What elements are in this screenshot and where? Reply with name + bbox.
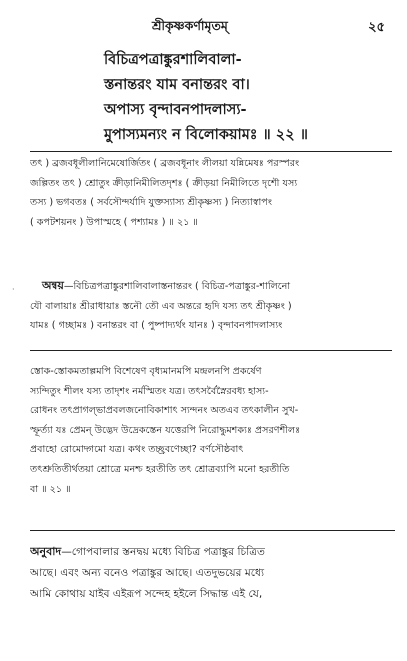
verse-line: স্তনান্তরং যাম বনান্তরং বা। (104, 77, 250, 93)
anvaya-lead: অন্বয় (42, 279, 64, 292)
commentary-line: বা ॥ ২১ ॥ (30, 483, 71, 495)
anvaya-text: —বিচিত্রপত্রাঙ্কুরশালিবালাস্তনান্তরং ( বিচিত্র-পত্রাঙ্কুর-শালিনো (63, 281, 291, 292)
commentary-line: স্যন্দিতুং শীলং যস্য তাদৃশং নর্মস্মিতং যত্র। তৎসর্বৈস্নৈরবধ্য হাস্য- (30, 385, 269, 397)
commentary-line: তস্য ) ভগবতঃ ( সর্বসৌন্দর্যাদি যুক্তস্যাস্য শ্রীকৃষ্ণস্য ) নিত্যাস্বাপং (30, 197, 272, 209)
anvaya-line: যামঃ ( গচ্ছামঃ ) বনান্তরং বা ( পুষ্পাদ্যর্থং যানঃ ) বৃন্দাবনপাদলাস্যং (30, 320, 283, 332)
anuvad-lead: অনুবাদ (30, 545, 62, 558)
divider-line (30, 530, 395, 531)
anvaya-line: যৌ বালায়াঃ শ্রীরাধায়াঃ স্তনৌ তৌ এব অন্তরে হৃদি যস্য তৎ শ্রীকৃষ্ণং ) (30, 300, 292, 312)
commentary-block (30, 362, 392, 499)
divider-line (30, 350, 392, 351)
verse-block (104, 48, 399, 148)
anuvad-block (30, 541, 395, 605)
commentary-line: রোধনং তৎপ্রাগল্ভাপ্রবলজনোবিকাশাৎ স্যন্দনং অতএব তৎকালীন সুখ- (30, 405, 299, 417)
running-header (0, 18, 407, 38)
page-number: ২৫ (368, 20, 385, 35)
margin-mark: · (12, 285, 15, 294)
commentary-line: স্তোক-স্তোকমতাল্পমপি বিশেষেণ বৃধ্যমানমপি মন্দ্রলনপি প্রকর্ষেণ (30, 366, 262, 377)
verse-line: বিচিত্রপত্রাঙ্কুরশালিবালা- (104, 52, 242, 68)
commentary-line: স্ফূর্ত্যা যঃ প্রেমন্ উদ্ভেদ উদ্রেকস্তেন যত্তেরপি নিরোদ্ধুমশক্যঃ প্রসরণশীলঃ (30, 424, 301, 436)
commentary-line: প্রবাহো রোমোদ্গমো যত্র। কথং তচ্ছ্রবণেচ্ছা? বর্ণসৌষ্ঠবাৎ (30, 444, 244, 456)
commentary-line: তৎশ্রুতিতীর্থতয়া শ্রোত্রে মনশ্চ হরতীতি তৎ শ্রোত্রব্যাপি মনো হরতীতি (30, 463, 290, 475)
divider-line (30, 151, 392, 152)
anuvad-line: আমি কোথায় যাইব এইরূপ সন্দেহ হইলে সিদ্ধান্ত এই যে, (30, 588, 263, 600)
commentary-line: তৎ ) ব্রজবধূলীলানিমেষোর্জিতং ( ব্রজবধূনাং লীলয়া যন্নিমেষঃ পরস্পরং (30, 158, 300, 169)
commentary-line: জল্পিতং তৎ ) শ্রোতুং ক্রীড়ানিমীলিতদৃশঃ ( ক্রীড়য়া নিমীলিতে দৃশৌ যস্য (30, 177, 298, 189)
anuvad-line: আছে। এবং অন্য বনেও পত্রাঙ্কুর আছে। এতদুভয়ের মধ্যে (30, 567, 265, 579)
anuvad-line (30, 541, 395, 563)
commentary-line: ( কপটশয়নং ) উপাস্মহে ( পশ্যামঃ ) ॥ ২১ ॥ (30, 216, 198, 228)
anvaya-block (30, 276, 392, 336)
anuvad-text: —গোপবালার স্তনদ্বয় মধ্যে বিচিত্র পত্রাঙ্কুর চিত্রিত (61, 546, 265, 558)
verse-line: অপাস্য বৃন্দাবনপাদলাস্য- (104, 102, 247, 118)
commentary-block (30, 154, 392, 232)
verse-line: মুপাস্যমন্যং ন বিলোকয়ামঃ ॥ ২২ ॥ (104, 127, 308, 143)
anvaya-line (30, 276, 392, 297)
running-title: শ্রীকৃষ্ণকর্ণামৃতম্ (152, 18, 228, 33)
